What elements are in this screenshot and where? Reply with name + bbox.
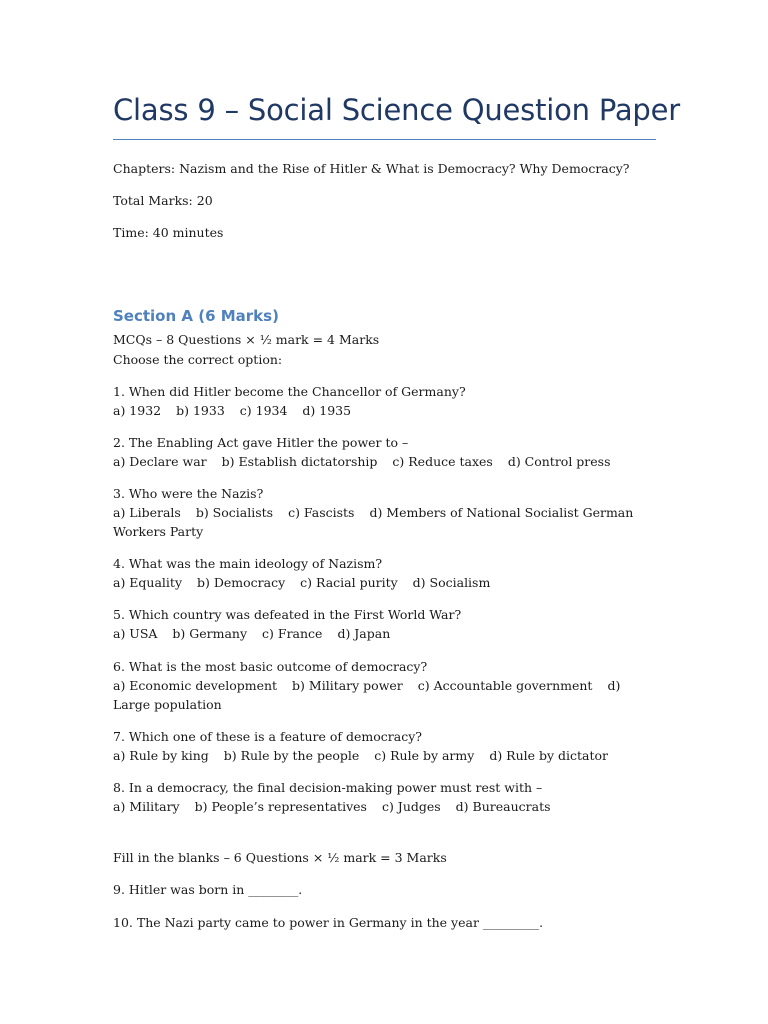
question-7: 7. Which one of these is a feature of democracy?: [113, 729, 422, 744]
option-a: a) Rule by king: [113, 748, 209, 763]
option-c: c) Fascists: [288, 505, 355, 520]
option-a: a) Economic development: [113, 678, 278, 693]
question-4: 4. What was the main ideology of Nazism?: [113, 556, 383, 571]
option-a: a) USA: [113, 626, 158, 641]
question-2-options: [113, 452, 611, 471]
option-d: d) Bureaucrats: [455, 799, 551, 814]
option-b: b) 1933: [176, 403, 225, 418]
question-8-options: [113, 797, 551, 816]
option-d: d) Control press: [507, 454, 611, 469]
option-a: a) 1932: [113, 403, 162, 418]
option-d: d) Members of National Socialist German Workers Party: [113, 505, 634, 539]
option-d: d) Japan: [337, 626, 391, 641]
title-underline: [113, 139, 656, 140]
option-b: b) Germany: [172, 626, 248, 641]
option-d: d) Socialism: [412, 575, 491, 590]
question-10: 10. The Nazi party came to power in Germany in the year _________.: [113, 915, 544, 930]
question-3: 3. Who were the Nazis?: [113, 486, 264, 501]
mcq-instruction: Choose the correct option:: [113, 352, 283, 367]
option-c: c) 1934: [239, 403, 288, 418]
option-b: b) Military power: [292, 678, 403, 693]
question-3-options: [113, 503, 658, 541]
question-4-options: [113, 573, 490, 592]
question-1: 1. When did Hitler become the Chancellor of Germany?: [113, 384, 466, 399]
option-d: d) Rule by dictator: [489, 748, 609, 763]
option-c: c) Accountable government: [417, 678, 593, 693]
question-9: 9. Hitler was born in ________.: [113, 882, 303, 897]
option-a: a) Military: [113, 799, 180, 814]
option-b: b) People’s representatives: [194, 799, 367, 814]
option-b: b) Establish dictatorship: [221, 454, 378, 469]
option-b: b) Democracy: [197, 575, 286, 590]
option-a: a) Equality: [113, 575, 183, 590]
total-marks: Total Marks: 20: [113, 193, 213, 208]
option-d: d) 1935: [302, 403, 352, 418]
option-a: a) Liberals: [113, 505, 181, 520]
question-6: 6. What is the most basic outcome of democracy?: [113, 659, 428, 674]
option-b: b) Socialists: [195, 505, 274, 520]
mcq-info: MCQs – 8 Questions × ½ mark = 4 Marks: [113, 332, 380, 347]
option-c: c) Reduce taxes: [392, 454, 493, 469]
question-6-options: [113, 676, 658, 714]
question-2: 2. The Enabling Act gave Hitler the power to –: [113, 435, 409, 450]
question-8: 8. In a democracy, the final decision-making power must rest with –: [113, 780, 543, 795]
option-b: b) Rule by the people: [223, 748, 360, 763]
time-allowed: Time: 40 minutes: [113, 225, 224, 240]
option-c: c) France: [262, 626, 323, 641]
option-a: a) Declare war: [113, 454, 207, 469]
chapters-line: Chapters: Nazism and the Rise of Hitler & What is Democracy? Why Democracy?: [113, 161, 630, 176]
option-c: c) Racial purity: [300, 575, 398, 590]
fill-blanks-info: Fill in the blanks – 6 Questions × ½ mark = 3 Marks: [113, 850, 447, 865]
option-c: c) Judges: [381, 799, 441, 814]
page-title: Class 9 – Social Science Question Paper: [113, 93, 680, 127]
question-5: 5. Which country was defeated in the First World War?: [113, 607, 462, 622]
option-c: c) Rule by army: [374, 748, 475, 763]
option-d: d) Large population: [113, 678, 621, 712]
question-5-options: [113, 624, 390, 643]
section-a-heading: Section A (6 Marks): [113, 307, 279, 325]
question-7-options: [113, 746, 608, 765]
question-1-options: [113, 401, 351, 420]
